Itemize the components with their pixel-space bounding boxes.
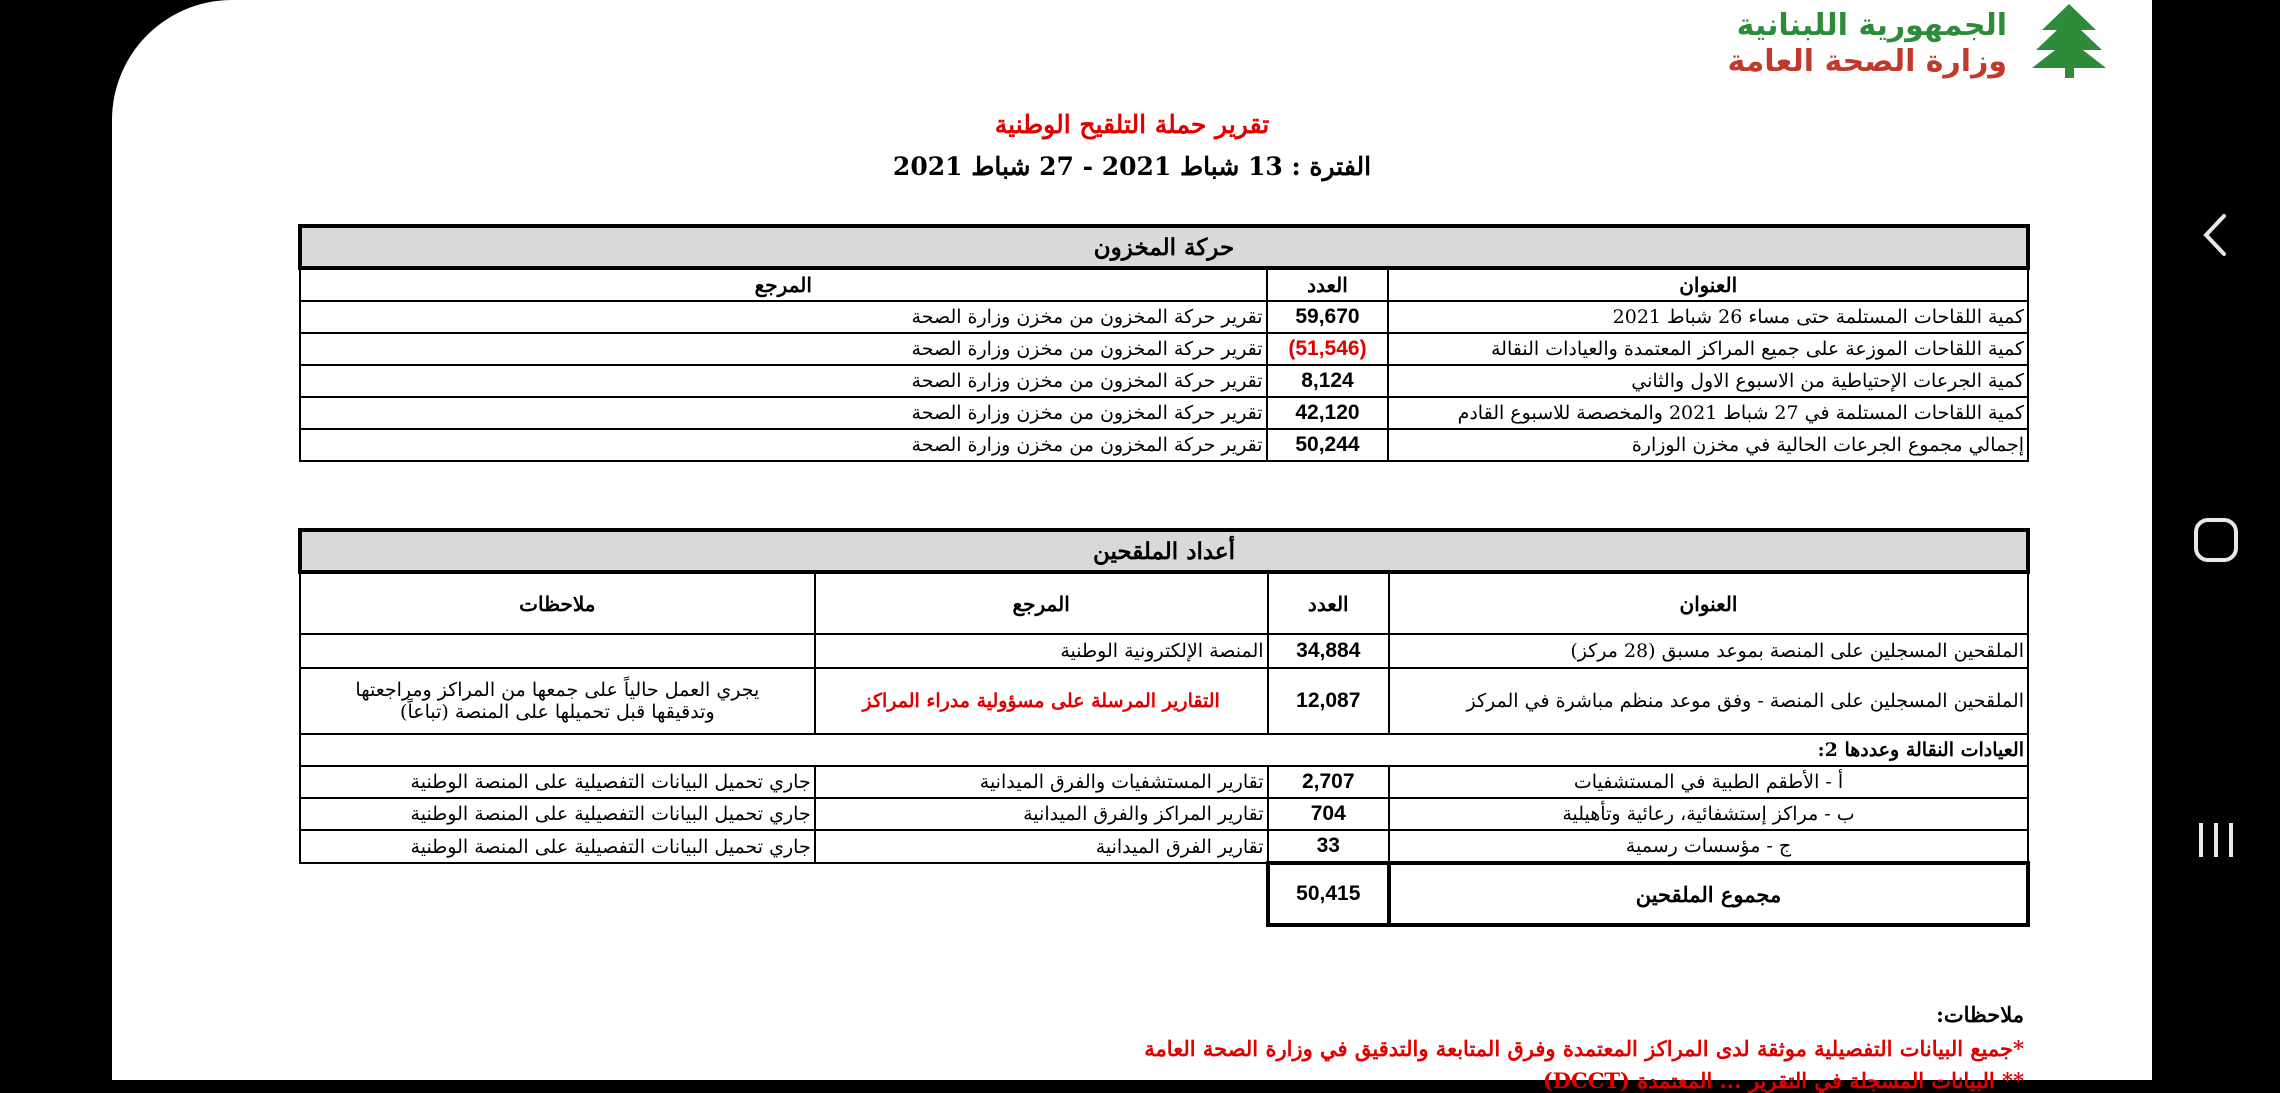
row-reference: التقارير المرسلة على مسؤولية مدراء المراكز bbox=[815, 668, 1268, 734]
mobile-clinics-heading: العيادات النقالة وعددها 2: bbox=[300, 734, 2028, 766]
android-navigation-bar bbox=[2152, 0, 2280, 1080]
report-period: الفترة : 13 شباط 2021 - 27 شباط 2021 bbox=[892, 152, 1372, 181]
row-count: 42,120 bbox=[1267, 397, 1389, 429]
column-header-reference: المرجع bbox=[815, 572, 1268, 634]
row-reference: تقرير حركة المخزون من مخزن وزارة الصحة bbox=[300, 301, 1267, 333]
row-title: الملقحين المسجلين على المنصة بموعد مسبق (28 مركز) bbox=[1389, 634, 2028, 668]
row-notes: جاري تحميل البيانات التفصيلية على المنصة الوطنية bbox=[300, 830, 815, 863]
row-count: 34,884 bbox=[1268, 634, 1389, 668]
logo-line-ministry: وزارة الصحة العامة bbox=[1727, 44, 2007, 79]
column-header-notes: ملاحظات bbox=[300, 572, 815, 634]
row-count: 8,124 bbox=[1267, 365, 1389, 397]
row-notes: جاري تحميل البيانات التفصيلية على المنصة الوطنية bbox=[300, 798, 815, 830]
row-reference: تقرير حركة المخزون من مخزن وزارة الصحة bbox=[300, 333, 1267, 365]
table-row bbox=[300, 397, 2028, 429]
document-page bbox=[112, 0, 2152, 1093]
row-count: 59,670 bbox=[1267, 301, 1389, 333]
total-value: 50,415 bbox=[1268, 863, 1389, 925]
recents-button[interactable] bbox=[2152, 795, 2280, 885]
notes-title: ملاحظات: bbox=[1936, 1002, 2024, 1027]
recents-icon bbox=[2191, 815, 2241, 865]
row-title: ب - مراكز إستشفائية، رعائية وتأهيلية bbox=[1389, 798, 2028, 830]
column-header-reference: المرجع bbox=[300, 268, 1267, 301]
row-count: 33 bbox=[1268, 830, 1389, 863]
table-row bbox=[300, 429, 2028, 461]
row-count: 50,244 bbox=[1267, 429, 1389, 461]
note-line: *جميع البيانات التفصيلية موثقة لدى المراكز المعتمدة وفرق المتابعة والتدقيق في وزارة الصحة العامة bbox=[1144, 1036, 2024, 1061]
column-header-title: العنوان bbox=[1389, 572, 2028, 634]
logo-line-republic: الجمهورية اللبنانية bbox=[1736, 8, 2007, 43]
row-reference: تقرير حركة المخزون من مخزن وزارة الصحة bbox=[300, 429, 1267, 461]
row-title: كمية الجرعات الإحتياطية من الاسبوع الاول والثاني bbox=[1388, 365, 2028, 397]
column-header-count: العدد bbox=[1268, 572, 1389, 634]
row-notes: جاري تحميل البيانات التفصيلية على المنصة الوطنية bbox=[300, 766, 815, 798]
notes-line: وتدقيقها قبل تحميلها على المنصة (تباعاً) bbox=[400, 701, 715, 723]
row-count: 12,087 bbox=[1268, 668, 1389, 734]
column-header-count: العدد bbox=[1267, 268, 1389, 301]
empty-cell bbox=[300, 863, 815, 925]
table-row bbox=[300, 830, 2028, 863]
back-button[interactable] bbox=[2152, 190, 2280, 280]
stock-movement-table bbox=[298, 224, 2030, 462]
total-label: مجموع الملقحين bbox=[1389, 863, 2028, 925]
row-title: كمية اللقاحات المستلمة في 27 شباط 2021 والمخصصة للاسبوع القادم bbox=[1388, 397, 2028, 429]
empty-cell bbox=[815, 863, 1268, 925]
home-icon bbox=[2191, 515, 2241, 565]
vaccinated-counts-table bbox=[298, 528, 2030, 927]
ministry-logo bbox=[1657, 0, 2127, 95]
row-reference: تقارير المستشفيات والفرق الميدانية bbox=[815, 766, 1268, 798]
row-reference: المنصة الإلكترونية الوطنية bbox=[815, 634, 1268, 668]
row-reference: تقرير حركة المخزون من مخزن وزارة الصحة bbox=[300, 365, 1267, 397]
stock-table-heading: حركة المخزون bbox=[300, 226, 2028, 268]
table-row bbox=[300, 301, 2028, 333]
table-row bbox=[300, 798, 2028, 830]
table-row bbox=[300, 365, 2028, 397]
column-header-title: العنوان bbox=[1388, 268, 2028, 301]
row-title: كمية اللقاحات الموزعة على جميع المراكز المعتمدة والعيادات النقالة bbox=[1388, 333, 2028, 365]
row-reference: تقارير المراكز والفرق الميدانية bbox=[815, 798, 1268, 830]
note-line: ** البيانات المسجلة في التقرير ... المعتمدة (DCCT) bbox=[1542, 1068, 2024, 1093]
table-row bbox=[300, 333, 2028, 365]
total-row bbox=[300, 863, 2028, 925]
row-reference: تقرير حركة المخزون من مخزن وزارة الصحة bbox=[300, 397, 1267, 429]
row-count: (51,546) bbox=[1267, 333, 1389, 365]
row-notes bbox=[300, 668, 815, 734]
cedar-logo-icon bbox=[2022, 0, 2117, 80]
vacc-table-heading: أعداد الملقحين bbox=[300, 530, 2028, 572]
row-title: إجمالي مجموع الجرعات الحالية في مخزن الوزارة bbox=[1388, 429, 2028, 461]
row-reference: تقارير الفرق الميدانية bbox=[815, 830, 1268, 863]
home-button[interactable] bbox=[2152, 495, 2280, 585]
back-icon bbox=[2196, 210, 2236, 260]
row-title: كمية اللقاحات المستلمة حتى مساء 26 شباط 2021 bbox=[1388, 301, 2028, 333]
table-row bbox=[300, 766, 2028, 798]
row-count: 2,707 bbox=[1268, 766, 1389, 798]
notes-line: يجري العمل حالياً على جمعها من المراكز ومراجعتها bbox=[355, 679, 760, 701]
report-title: تقرير حملة التلقيح الوطنية bbox=[994, 110, 1270, 139]
row-title: أ - الأطقم الطبية في المستشفيات bbox=[1389, 766, 2028, 798]
row-notes bbox=[300, 634, 815, 668]
row-title: الملقحين المسجلين على المنصة - وفق موعد منظم مباشرة في المركز bbox=[1389, 668, 2028, 734]
row-count: 704 bbox=[1268, 798, 1389, 830]
table-row bbox=[300, 668, 2028, 734]
table-row bbox=[300, 634, 2028, 668]
row-title: ج - مؤسسات رسمية bbox=[1389, 830, 2028, 863]
